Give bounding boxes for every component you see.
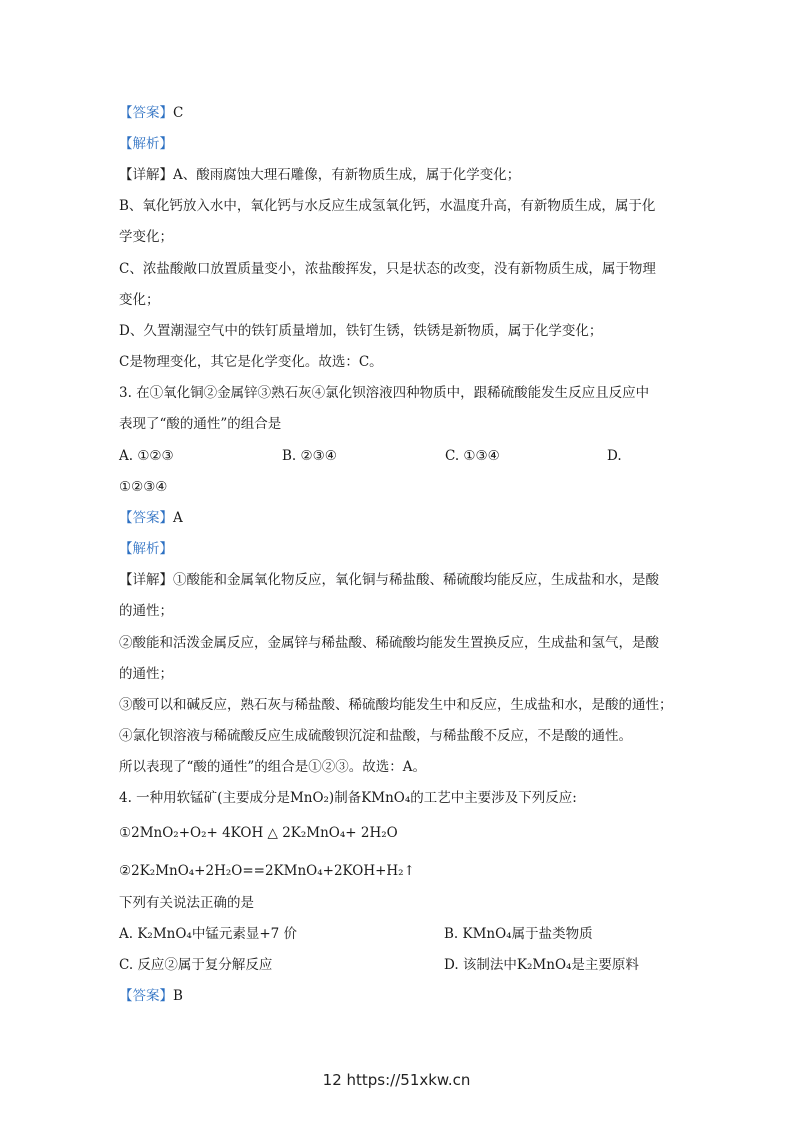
detail-line: 变化； (119, 292, 160, 308)
answer-label: 【答案】 (119, 510, 173, 526)
detail-line: 学变化； (119, 229, 173, 245)
detail-line: C是物理变化，其它是化学变化。故选：C。 (119, 354, 383, 370)
detail-line: 【详解】①酸能和金属氧化物反应，氧化铜与稀盐酸、稀硫酸均能反应，生成盐和水，是酸 (119, 572, 659, 588)
question-stem: 3. 在①氧化铜②金属锌③熟石灰④氯化钡溶液四种物质中，跟稀硫酸能发生反应且反应中 (119, 385, 650, 401)
question-prompt: 下列有关说法正确的是 (119, 895, 254, 911)
detail-line: ②酸能和活泼金属反应，金属锌与稀盐酸、稀硫酸均能发生置换反应，生成盐和氢气，是酸 (119, 635, 659, 651)
answer-value: C (173, 105, 184, 121)
option-d: D. (607, 448, 622, 464)
option-a: A. ①②③ (119, 448, 174, 464)
detail-line: ③酸可以和碱反应，熟石灰与稀盐酸、稀硫酸均能发生中和反应，生成盐和水，是酸的通性； (119, 697, 673, 713)
detail-line: ④氯化钡溶液与稀硫酸反应生成硫酸钡沉淀和盐酸，与稀盐酸不反应，不是酸的通性。 (119, 728, 632, 744)
answer-value: B (173, 988, 183, 1004)
option-d-continued: ①②③④ (119, 479, 168, 495)
answer-label: 【答案】 (119, 105, 173, 121)
detail-line: B、氧化钙放入水中，氧化钙与水反应生成氢氧化钙，水温度升高，有新物质生成，属于化 (119, 198, 656, 214)
option-c: C. 反应②属于复分解反应 (119, 957, 273, 973)
option-a: A. K₂MnO₄中锰元素显+7 价 (119, 926, 298, 942)
detail-label: 【详解】 (119, 572, 173, 588)
answer-value: A (173, 510, 183, 526)
answer-label: 【答案】 (119, 988, 173, 1004)
option-b: B. ②③④ (282, 448, 337, 464)
question-stem: 表现了“酸的通性”的组合是 (119, 416, 282, 432)
option-b: B. KMnO₄属于盐类物质 (444, 926, 593, 942)
detail-line: D、久置潮湿空气中的铁钉质量增加，铁钉生锈，铁锈是新物质，属于化学变化； (119, 323, 603, 339)
option-d: D. 该制法中K₂MnO₄是主要原料 (444, 957, 639, 973)
detail-line: 的通性； (119, 666, 173, 682)
detail-line: C、浓盐酸敞口放置质量变小，浓盐酸挥发，只是状态的改变，没有新物质生成，属于物理 (119, 261, 656, 277)
reaction-equation-1: ①2MnO₂+O₂+ 4KOH △ 2K₂MnO₄+ 2H₂O (119, 825, 398, 841)
option-c: C. ①③④ (445, 448, 500, 464)
detail-line: 的通性； (119, 603, 173, 619)
detail-label: 【详解】 (119, 167, 173, 183)
answer-line-q3 (119, 509, 183, 527)
analysis-label: 【解析】 (119, 541, 173, 557)
answer-line-q4 (119, 987, 183, 1005)
question-stem: 4. 一种用软锰矿(主要成分是MnO₂)制备KMnO₄的工艺中主要涉及下列反应: (119, 790, 577, 806)
reaction-equation-2: ②2K₂MnO₄+2H₂O==2KMnO₄+2KOH+H₂↑ (119, 863, 415, 879)
page-footer: 12 https://51xkw.cn (322, 1071, 471, 1089)
answer-line-q2 (119, 104, 183, 122)
analysis-label: 【解析】 (119, 136, 173, 152)
detail-line: 【详解】A、酸雨腐蚀大理石雕像，有新物质生成，属于化学变化； (119, 167, 521, 183)
detail-line: 所以表现了“酸的通性”的组合是①②③。故选：A。 (119, 759, 427, 775)
